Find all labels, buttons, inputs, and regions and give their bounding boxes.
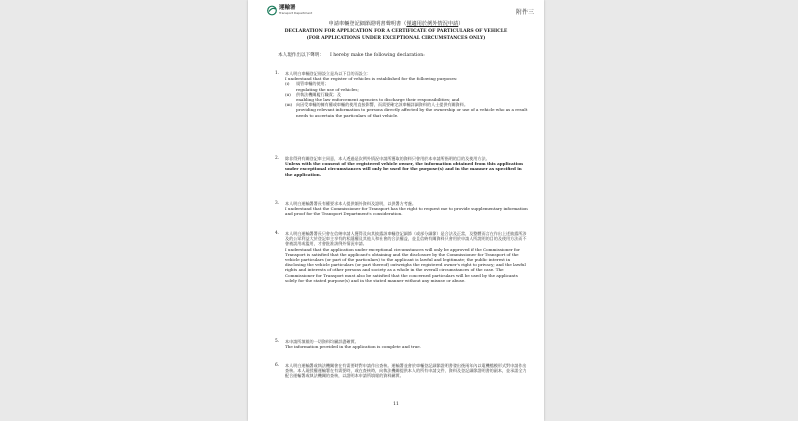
item-chinese-text: 本人明白運輸署或執法機關會在有需要時對申請作出查核。運輸署並會於車輛登記細節證明書發出後兩年內以電機檔模形式對申請作出查核。本人現授權運輸署在有需要時，或在查核時，向執法機關提供本人的所有申請文件、資料及登記細節證明書的副本，並承諾全力配合運輸署或執法機關的查核，以證明本申請所填報的資料屬實。	[285, 363, 527, 379]
item-english-text: I understand that the register of vehicles is established for the following purposes:	[285, 76, 458, 82]
page-number: 11	[393, 402, 399, 407]
sub-item-label: (ii)	[285, 91, 291, 97]
title-english-line2: (FOR APPLICATIONS UNDER EXCEPTIONAL CIRCUMSTANCES ONLY)	[306, 36, 486, 41]
intro-english: I hereby make the following declaration:	[329, 53, 425, 58]
title-chinese-underlined: 僅適用於例外情況申請	[406, 21, 459, 27]
title-chinese-main: 申請車輛登記細節證明書聲明書（	[328, 21, 407, 27]
item-number: 6.	[275, 363, 280, 368]
sub-item	[285, 102, 528, 118]
item-english-text: I understand that the Commissioner for Transport has the right to request me to provide supplementary information and proof for the Transport Department's consideration.	[285, 206, 528, 217]
sub-item	[285, 81, 528, 91]
item-english-text: The information provided in the application is complete and true.	[285, 344, 421, 350]
td-emblem-icon	[267, 5, 277, 16]
sub-item-chinese: 規管車輛的使用；	[296, 81, 329, 87]
sub-item-english: enabling the law enforcement agencies to discharge their responsibilities; and	[296, 97, 460, 103]
declaration-item-1	[275, 71, 528, 118]
item-chinese-text: 除非得到有關登記車主同意，本人透過是次例外情況申請所獲取的資料只會用於本申請所指明的目的及使用方法。	[285, 156, 490, 161]
declaration-item-4	[275, 231, 528, 283]
title-english-line1: DECLARATION FOR APPLICATION FOR A CERTIFICATE OF PARTICULARS OF VEHICLE	[284, 29, 508, 34]
sub-item-label: (iii)	[285, 102, 293, 108]
declaration-item-2	[275, 156, 528, 177]
item-number: 2.	[275, 156, 280, 161]
item-chinese-text: 本申請所填報的一切資料均屬詳盡確實。	[285, 339, 359, 344]
sub-item-english: providing relevant information to persons directly affected by the ownership or use of a vehicle who as a result needs to ascertain the particulars of that vehicle.	[296, 107, 528, 118]
intro-chinese: 本人現作出以下聲明：	[278, 53, 324, 58]
document-page	[248, 0, 544, 421]
item-number: 1.	[275, 71, 280, 76]
declaration-item-6	[275, 363, 528, 379]
item-number: 3.	[275, 201, 280, 206]
sub-item-chinese: 向因受車輛的擁有權或車輛的使用直接影響，而需要確定該車輛詳細資料的人士提供有關資料。	[296, 102, 468, 108]
declaration-item-5	[275, 339, 528, 349]
declaration-intro	[278, 52, 425, 58]
logo-chinese-text: 運輸署	[279, 4, 296, 11]
sub-item-label: (i)	[285, 81, 290, 87]
sub-item	[285, 92, 528, 102]
logo-english-text: Transport Department	[279, 11, 313, 16]
title-chinese-end: ）	[458, 21, 464, 27]
annex-label: 附件三	[515, 9, 534, 16]
item-english-text: Unless with the consent of the registered vehicle owner, the information obtained from this application under exceptional circumstances will only be used for the purpose(s) and in the manner as specified in the application.	[285, 161, 523, 177]
item-chinese-text: 本人明白運輸署署長有權要求本人提供額外資料及證明，以供署方考慮。	[285, 201, 416, 206]
declaration-item-3	[275, 201, 528, 217]
item-chinese-text: 本人明白車輛登記冊設立是為以下目的而設立：	[285, 71, 371, 76]
sub-item-english: regulating the use of vehicles;	[296, 86, 359, 92]
item-number: 4.	[275, 231, 280, 236]
item-number: 5.	[275, 339, 280, 344]
title-chinese	[248, 20, 544, 27]
item-chinese-text: 本人明白運輸署署長只會在信納申請人獲得及向其披露該車輛登記細節（或部分細節）是合法及正當，及整體而言在作出上述披露所涉及的公眾利益大於登記車主享有的私隱權及其他人和社會的合法權益，並且信納有關資料只會用於申請人所說明的目的及使用方法而不會被誤用或濫用，才會批准該例外情況申請。	[285, 231, 527, 247]
transport-department-logo	[267, 5, 312, 16]
sub-item-chinese: 供執法機關履行職責；及	[296, 91, 342, 97]
item-english-text: I understand that the application under exceptional circumstances will only be approved if the Commissioner for Transport is satisfied that the applicant's obtaining and the disclosure by the Commissioner for Transport of the vehicle particulars (or part of the particulars) to the applicant is lawful and legitimate; the public interest in disclosing the vehicle particulars (or part thereof) outweighs the registered owner's right to privacy; and the lawful rights and interests of other persons and society as a whole in the overall circumstances of the case. The Commissioner for Transport must also be satisfied that the concerned particulars will be used by the applicants solely for the stated purpose(s) and in the stated manner without any misuse or abuse.	[285, 246, 526, 283]
